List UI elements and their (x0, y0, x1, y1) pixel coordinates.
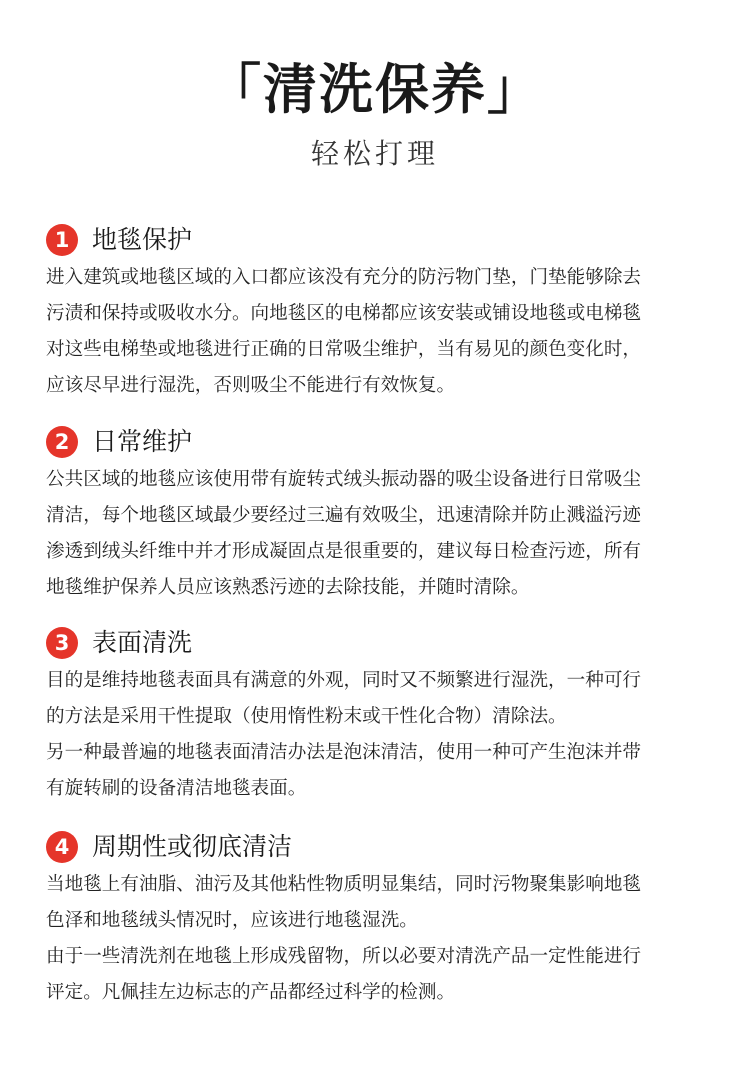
body-line: 的方法是采用干性提取（使用惰性粉末或干性化合物）清除法。 (46, 706, 567, 727)
number-badge: 3 (46, 627, 78, 659)
section-header (46, 829, 726, 865)
section-body (46, 867, 726, 1011)
body-line: 当地毯上有油脂、油污及其他粘性物质明显集结，同时污物聚集影响地毯 (46, 874, 642, 895)
body-line: 应该尽早进行湿洗，否则吸尘不能进行有效恢复。 (46, 375, 456, 396)
section-body (46, 260, 726, 404)
body-line: 进入建筑或地毯区域的入口都应该没有充分的防污物门垫，门垫能够除去 (46, 267, 642, 288)
section-header (46, 424, 726, 460)
body-line: 另一种最普遍的地毯表面清洁办法是泡沫清洁，使用一种可产生泡沫并带 (46, 742, 642, 763)
body-line: 公共区域的地毯应该使用带有旋转式绒头振动器的吸尘设备进行日常吸尘 (46, 469, 642, 490)
page-subtitle: 轻松打理 (310, 137, 439, 170)
section-title: 地毯保护 (92, 225, 193, 254)
body-line: 污渍和保持或吸收水分。向地毯区的电梯都应该安装或铺设地毯或电梯毯 (46, 303, 642, 324)
body-line: 地毯维护保养人员应该熟悉污迹的去除技能，并随时清除。 (46, 577, 530, 598)
section-title: 日常维护 (92, 427, 193, 456)
body-line: 清洁，每个地毯区域最少要经过三遍有效吸尘，迅速清除并防止溅溢污迹 (46, 505, 642, 526)
number-badge: 4 (46, 831, 78, 863)
section-body (46, 663, 726, 807)
section-surface-cleaning (46, 625, 726, 807)
body-line: 由于一些清洗剂在地毯上形成残留物，所以必要对清洗产品一定性能进行 (46, 946, 642, 967)
section-body (46, 462, 726, 606)
section-carpet-protection (46, 222, 726, 404)
body-line: 色泽和地毯绒头情况时，应该进行地毯湿洗。 (46, 910, 418, 931)
section-deep-cleaning (46, 829, 726, 1011)
number-badge: 1 (46, 224, 78, 256)
section-title: 周期性或彻底清洁 (92, 832, 293, 861)
section-title: 表面清洗 (92, 628, 193, 657)
body-line: 目的是维持地毯表面具有满意的外观，同时又不频繁进行湿洗，一种可行 (46, 670, 642, 691)
body-line: 对这些电梯垫或地毯进行正确的日常吸尘维护，当有易见的颜色变化时， (46, 339, 642, 360)
page-title: 「清洗保养」 (207, 58, 543, 121)
body-line: 渗透到绒头纤维中并才形成凝固点是很重要的，建议每日检查污迹，所有 (46, 541, 642, 562)
body-line: 评定。凡佩挂左边标志的产品都经过科学的检测。 (46, 982, 456, 1003)
section-daily-maintenance (46, 424, 726, 606)
section-header (46, 222, 726, 258)
number-badge: 2 (46, 426, 78, 458)
section-header (46, 625, 726, 661)
body-line: 有旋转刷的设备清洁地毯表面。 (46, 778, 307, 799)
